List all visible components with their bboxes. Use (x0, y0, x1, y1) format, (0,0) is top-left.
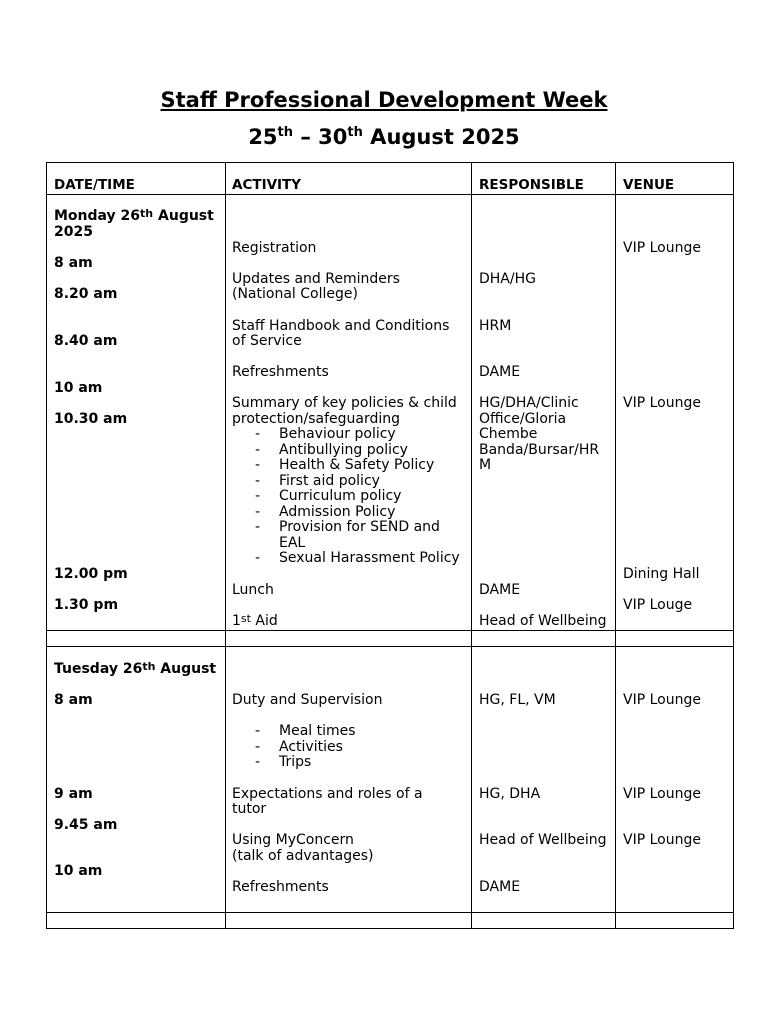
tuesday-venue: VIP Lounge (623, 786, 701, 802)
tuesday-activity-refreshments: Refreshments (232, 879, 329, 895)
monday-year-label: 2025 (54, 224, 93, 240)
monday-venue: VIP Louge (623, 597, 693, 613)
monday-responsible: HG/DHA/Clinic (479, 395, 579, 411)
tuesday-activity-myconcern-cont: (talk of advantages) (232, 848, 374, 864)
monday-activity-summary: Summary of key policies & child (232, 395, 457, 411)
monday-activity-updates: Updates and Reminders (232, 271, 400, 287)
monday-activity-refreshments: Refreshments (232, 364, 329, 380)
monday-day-label: Monday 26th August (54, 207, 214, 224)
tuesday-responsible: HG, DHA (479, 786, 541, 802)
monday-venue: Dining Hall (623, 566, 700, 582)
page-title: Staff Professional Development Week (160, 88, 608, 112)
monday-time: 8.40 am (54, 333, 118, 349)
monday-venue: VIP Lounge (623, 395, 701, 411)
tuesday-responsible: Head of Wellbeing (479, 832, 607, 848)
monday-responsible: Chembe (479, 426, 538, 442)
monday-activity-first-aid: 1st Aid (232, 612, 278, 629)
monday-time: 10.30 am (54, 411, 128, 427)
tuesday-time: 10 am (54, 863, 103, 879)
monday-time: 1.30 pm (54, 597, 119, 613)
header-responsible: RESPONSIBLE (479, 177, 584, 193)
tuesday-activity-duty: Duty and Supervision (232, 692, 383, 708)
monday-responsible: Head of Wellbeing (479, 613, 607, 629)
monday-activity-summary-cont: protection/safeguarding (232, 411, 401, 427)
monday-responsible: Banda/Bursar/HR (479, 442, 600, 458)
monday-venue: VIP Lounge (623, 240, 701, 256)
monday-time: 8.20 am (54, 286, 118, 302)
tuesday-day-label: Tuesday 26th August (54, 660, 217, 677)
monday-responsible: HRM (479, 318, 512, 334)
tuesday-activity-tutor: Expectations and roles of a (232, 786, 423, 802)
monday-time: 12.00 pm (54, 566, 128, 582)
header-venue: VENUE (623, 177, 675, 193)
monday-responsible: Office/Gloria (479, 411, 567, 427)
monday-time: 10 am (54, 380, 103, 396)
monday-activity-registration: Registration (232, 240, 317, 256)
tuesday-time: 8 am (54, 692, 93, 708)
tuesday-responsible: DAME (479, 879, 521, 895)
tuesday-time: 9.45 am (54, 817, 118, 833)
monday-activity-handbook: Staff Handbook and Conditions (232, 318, 450, 334)
tuesday-activity-myconcern: Using MyConcern (232, 832, 354, 848)
header-date-time: DATE/TIME (54, 177, 135, 193)
tuesday-activity-tutor-cont: tutor (232, 801, 267, 817)
monday-responsible: M (479, 457, 492, 473)
tuesday-venue: VIP Lounge (623, 832, 701, 848)
monday-responsible: DAME (479, 364, 521, 380)
monday-activity-updates-cont: (National College) (232, 286, 358, 302)
tuesday-time: 9 am (54, 786, 93, 802)
header-activity: ACTIVITY (232, 177, 302, 193)
monday-responsible: DHA/HG (479, 271, 536, 287)
monday-activity-lunch: Lunch (232, 582, 274, 598)
monday-time: 8 am (54, 255, 93, 271)
monday-responsible: DAME (479, 582, 521, 598)
monday-activity-handbook-cont: of Service (232, 333, 302, 349)
tuesday-responsible: HG, FL, VM (479, 692, 556, 708)
page-subtitle-dates: 25th – 30th August 2025 (248, 125, 520, 149)
tuesday-venue: VIP Lounge (623, 692, 701, 708)
